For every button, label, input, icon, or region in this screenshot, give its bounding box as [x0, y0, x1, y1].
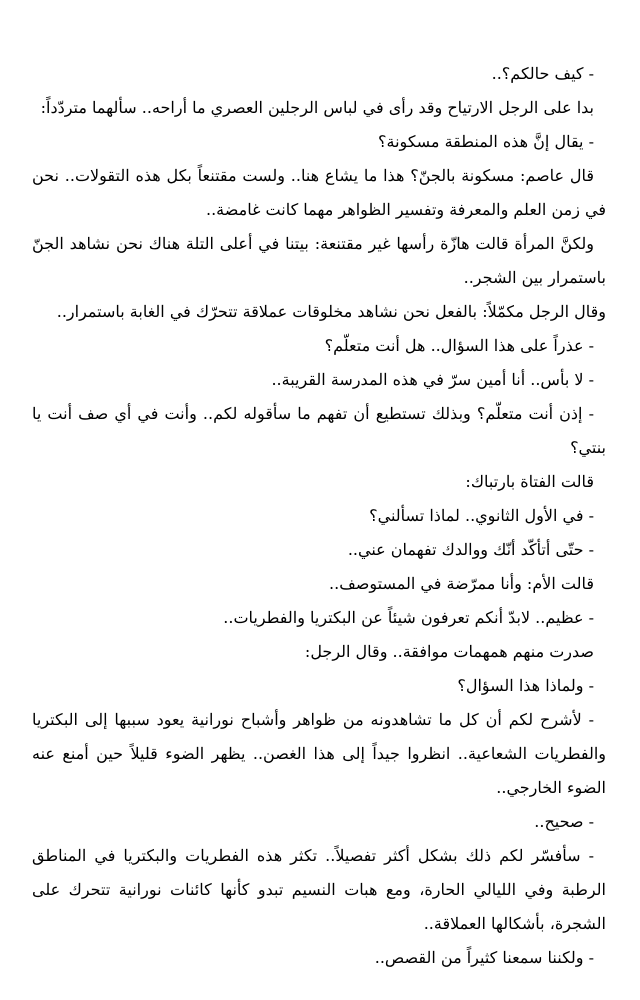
story-page [32, 57, 606, 975]
paragraph-correct: - صحيح.. [534, 812, 594, 831]
paragraph-educated-question: - عذراً على هذا السؤال.. هل أنت متعلّم؟ [324, 336, 594, 355]
paragraph-bacteria-fungi: - عظيم.. لابدّ أنكم تعرفون شيئاً عن البكتريا والفطريات.. [223, 608, 594, 627]
paragraph-daughter-grade-question: - إذن أنت متعلّم؟ وبذلك تستطيع أن تفهم ما سأقوله لكم.. وأنت في أي صف أنت يا بنتي؟ [32, 404, 606, 457]
paragraph-detailed-explanation: - سأفسّر لكم ذلك بشكل أكثر تفصيلاً.. تكثر هذه الفطريات والبكتريا في المناطق الرطبة وفي الليالي الحارة، ومع هبات النسيم تبدو كأنها كائنات نورانية تتحرك على الشجرة، بأشكالها العملاقة.. [32, 846, 606, 933]
paragraph-explanation: - لأشرح لكم أن كل ما تشاهدونه من ظواهر وأشباح نورانية يعود سببها إلى البكتريا والفطريات الشعاعية.. انظروا جيداً إلى هذا الغصن.. يظهر الضوء قليلاً حين أمنع عنه الضوء الخارجي.. [32, 710, 606, 797]
paragraph-woman-reply: ولكنَّ المرأة قالت هازّة رأسها غير مقتنعة: بيتنا في أعلى التلة هناك نحن نشاهد الجنّ باستمرار بين الشجر.. [32, 234, 606, 287]
paragraph-murmurs-agreement: صدرت منهم همهمات موافقة.. وقال الرجل: [304, 642, 594, 661]
paragraph-man-continues: وقال الرجل مكمّلاً: بالفعل نحن نشاهد مخلوقات عملاقة تتحرّك في الغابة باستمرار.. [56, 302, 606, 321]
paragraph-make-sure: - حتّى أتأكّد أنّك ووالدك تفهمان عني.. [347, 540, 594, 559]
paragraph-man-relieved: بدا على الرجل الارتياح وقد رأى في لباس الرجلين العصري ما أراحه.. سألهما متردّداً: [40, 98, 594, 117]
paragraph-first-secondary: - في الأول الثانوي.. لماذا تسألني؟ [369, 506, 594, 525]
paragraph-many-stories: - ولكننا سمعنا كثيراً من القصص.. [374, 948, 594, 967]
paragraph-school-secretary: - لا بأس.. أنا أمين سرّ في هذه المدرسة القريبة.. [271, 370, 594, 389]
paragraph-asem-reply: قال عاصم: مسكونة بالجنّ؟ هذا ما يشاع هنا.. ولست مقتنعاً بكل هذه التقولات.. نحن في زمن العلم والمعرفة وتفسير الظواهر مهما كانت غامضة.. [32, 166, 606, 219]
paragraph-greeting: - كيف حالكم؟.. [491, 64, 594, 83]
paragraph-why-question: - ولماذا هذا السؤال؟ [457, 676, 594, 695]
paragraph-area-haunted-question: - يقال إنَّ هذه المنطقة مسكونة؟ [378, 132, 594, 151]
paragraph-girl-nervous: قالت الفتاة بارتباك: [465, 472, 594, 491]
paragraph-mother-nurse: قالت الأم: وأنا ممرّضة في المستوصف.. [329, 574, 594, 593]
